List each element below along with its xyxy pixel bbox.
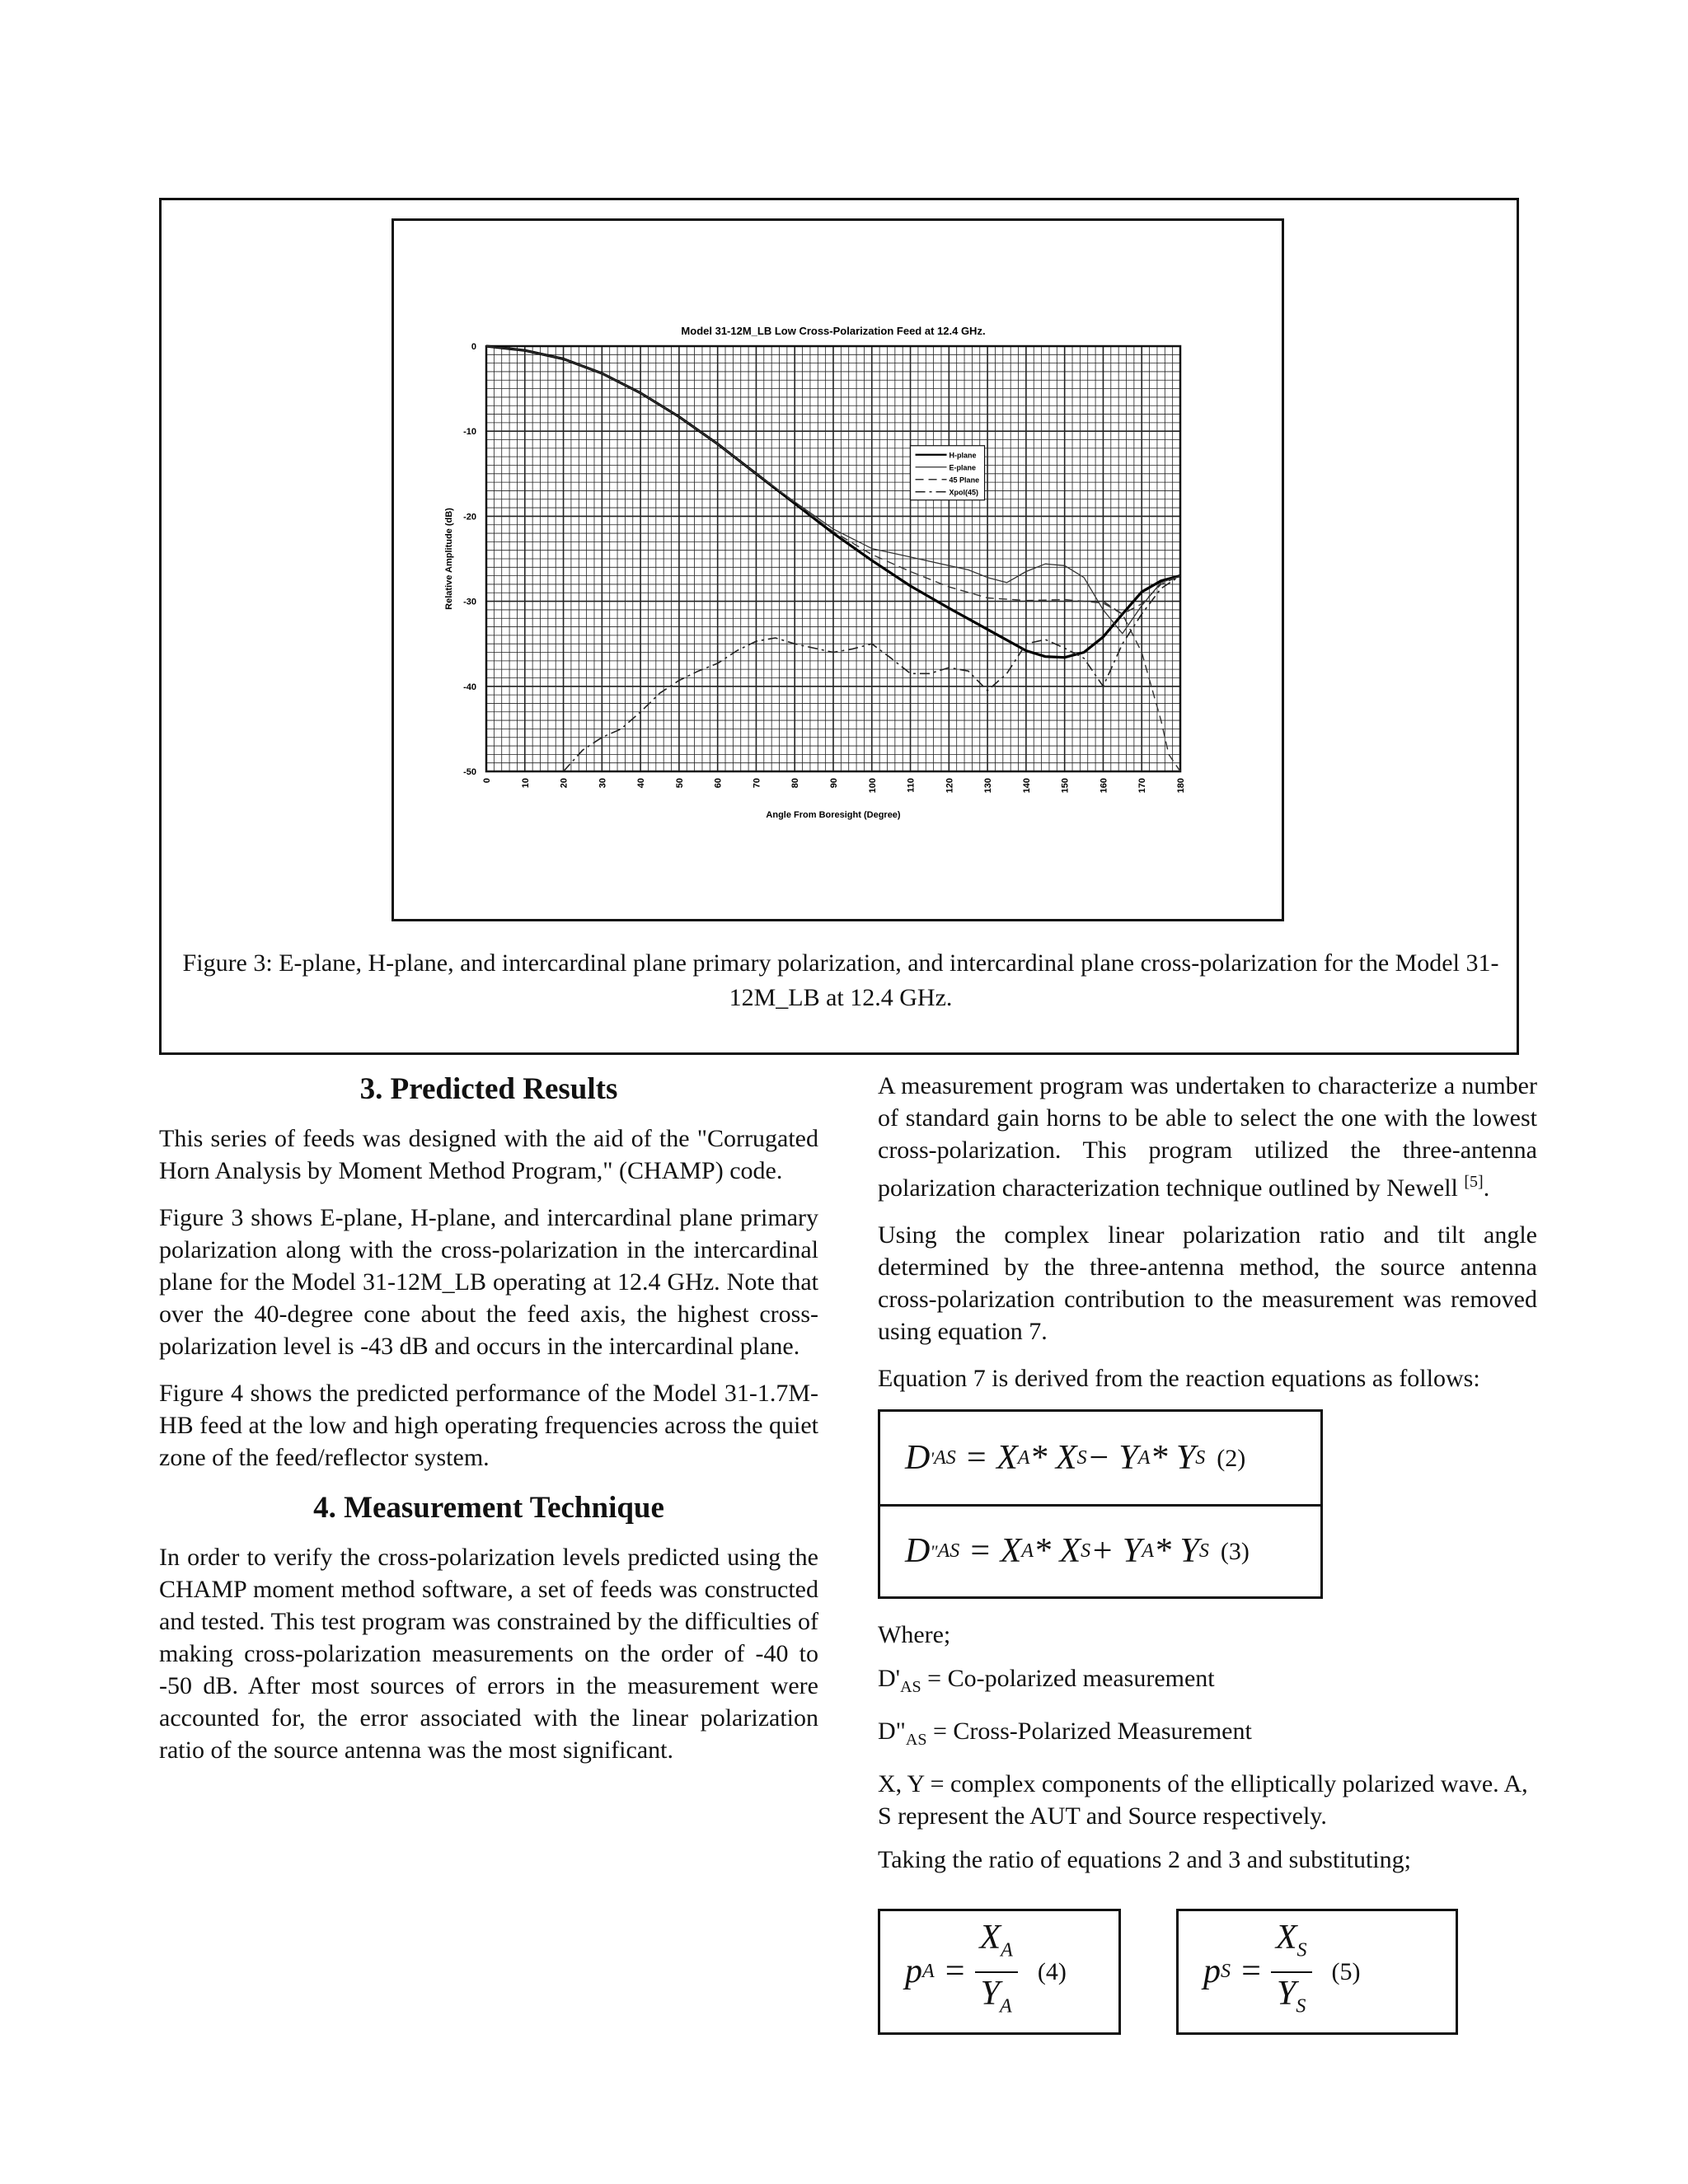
figure-caption: Figure 3: E-plane, H-plane, and intercardinal plane primary polarization, and intercardinal plane cross-polarization for the Model 31-12M_LB at 12.4 GHz. — [182, 949, 1499, 1011]
left-column — [159, 1070, 818, 1781]
y-tick-label: -20 — [463, 512, 476, 523]
x-tick-label: 70 — [752, 778, 762, 789]
where-label: Where; — [878, 1621, 951, 1648]
x-tick-label: 50 — [674, 778, 685, 789]
right-column — [878, 1070, 1537, 2041]
x-tick-label: 180 — [1176, 778, 1186, 794]
equation-number: (3) — [1220, 1538, 1250, 1565]
x-tick-label: 20 — [559, 778, 570, 789]
x-tick-label: 100 — [867, 778, 878, 794]
chart-title: Model 31-12M_LB Low Cross-Polarization Feed at 12.4 GHz. — [681, 325, 986, 337]
paragraph: Equation 7 is derived from the reaction equations as follows: — [878, 1365, 1480, 1392]
equation-table — [878, 1409, 1323, 1599]
x-tick-label: 140 — [1021, 778, 1032, 794]
x-tick-label: 160 — [1099, 778, 1109, 794]
section-heading-measurement-technique: 4. Measurement Technique — [313, 1491, 664, 1525]
paragraph: This series of feeds was designed with the aid of the "Corrugated Horn Analysis by Moment Method Program," (CHAMP) code. — [159, 1125, 818, 1184]
x-tick-label: 30 — [598, 778, 608, 789]
y-tick-label: -10 — [463, 427, 476, 438]
chart-svg — [394, 221, 1282, 919]
x-tick-label: 120 — [945, 778, 955, 794]
equation-2: D ' AS = X A * X S − Y A * Y S (2) — [905, 1438, 1246, 1477]
citation: [5] — [1464, 1173, 1484, 1191]
definition-xy: X, Y = complex components of the elliptically polarized wave. A, S represent the AUT and Source respectively. — [878, 1770, 1528, 1830]
y-tick-label: -30 — [463, 597, 476, 607]
ratio-equations — [878, 1909, 1537, 2041]
paragraph: Taking the ratio of equations 2 and 3 and substituting; — [878, 1846, 1411, 1873]
definition-cross-pol: $D"_{AS}$ = Cross-Polarized Measurement — [878, 1718, 1252, 1749]
x-tick-label: 40 — [636, 778, 647, 789]
equation-5: p S = $\frac{X_S}{Y_S}$ (5) — [1176, 1909, 1458, 2035]
equation-3: D " AS = X A * X S + Y A * Y S (3) — [880, 1504, 1320, 1596]
paragraph: Figure 4 shows the predicted performance of the Model 31-1.7M-HB feed at the low and high operating frequencies across the quiet zone of the feed/reflector system. — [159, 1380, 818, 1471]
definitions — [878, 1619, 1537, 1876]
x-tick-label: 10 — [520, 778, 531, 789]
x-tick-label: 0 — [482, 778, 492, 784]
y-tick-label: 0 — [471, 342, 476, 352]
x-tick-label: 90 — [829, 778, 839, 789]
legend-label: H-plane — [949, 451, 977, 460]
paragraph: In order to verify the cross-polarization levels predicted using the CHAMP moment method software, a set of feeds was constructed and tested. This test program was constrained by the difficulties of making cross-polarization measurements on the order of -40 to -50 dB. After most sources of errors in the measurement were accounted for, the error associated with the linear polarization ratio of the source antenna was the most significant. — [159, 1544, 818, 1764]
equation-4: p A = $\frac{X_A}{Y_A}$ (4) — [878, 1909, 1121, 2035]
y-axis-label: Relative Amplitude (dB) — [444, 508, 454, 610]
paragraph: A measurement program was undertaken to characterize a number of standard gain horns to be able to select the one with the lowest cross-polarization. This program utilized the three-antenna polarization characterization technique outlined by Newell [5]. — [878, 1072, 1537, 1202]
y-tick-label: -50 — [463, 767, 476, 777]
definition-co-pol: $D'_{AS}$ = Co-polarized measurement — [878, 1665, 1215, 1696]
equation-number: (2) — [1217, 1444, 1246, 1472]
y-tick-label: -40 — [463, 682, 476, 692]
paragraph: Using the complex linear polarization ratio and tilt angle determined by the three-antenna method, the source antenna cross-polarization contribution to the measurement was removed using equation 7. — [878, 1221, 1537, 1345]
x-tick-label: 130 — [983, 778, 994, 794]
x-tick-label: 150 — [1060, 778, 1071, 794]
paragraph: Figure 3 shows E-plane, H-plane, and intercardinal plane primary polarization along with the cross-polarization in the intercardinal plane for the Model 31-12M_LB operating at 12.4 GHz. Note that over the 40-degree cone about the feed axis, the highest cross-polarization level is -43 dB and occurs in the intercardinal plane. — [159, 1204, 818, 1360]
section-heading-predicted-results: 3. Predicted Results — [359, 1072, 618, 1106]
x-tick-label: 80 — [790, 778, 801, 789]
chart — [392, 218, 1284, 921]
x-tick-label: 170 — [1137, 778, 1148, 794]
x-axis-label: Angle From Boresight (Degree) — [766, 810, 901, 820]
equation-number: (5) — [1331, 1958, 1361, 1985]
legend-label: Xpol(45) — [949, 488, 979, 497]
legend-label: E-plane — [949, 463, 977, 472]
legend-label: 45 Plane — [949, 476, 980, 485]
x-tick-label: 110 — [906, 778, 917, 793]
x-tick-label: 60 — [713, 778, 724, 789]
equation-number: (4) — [1037, 1958, 1067, 1985]
